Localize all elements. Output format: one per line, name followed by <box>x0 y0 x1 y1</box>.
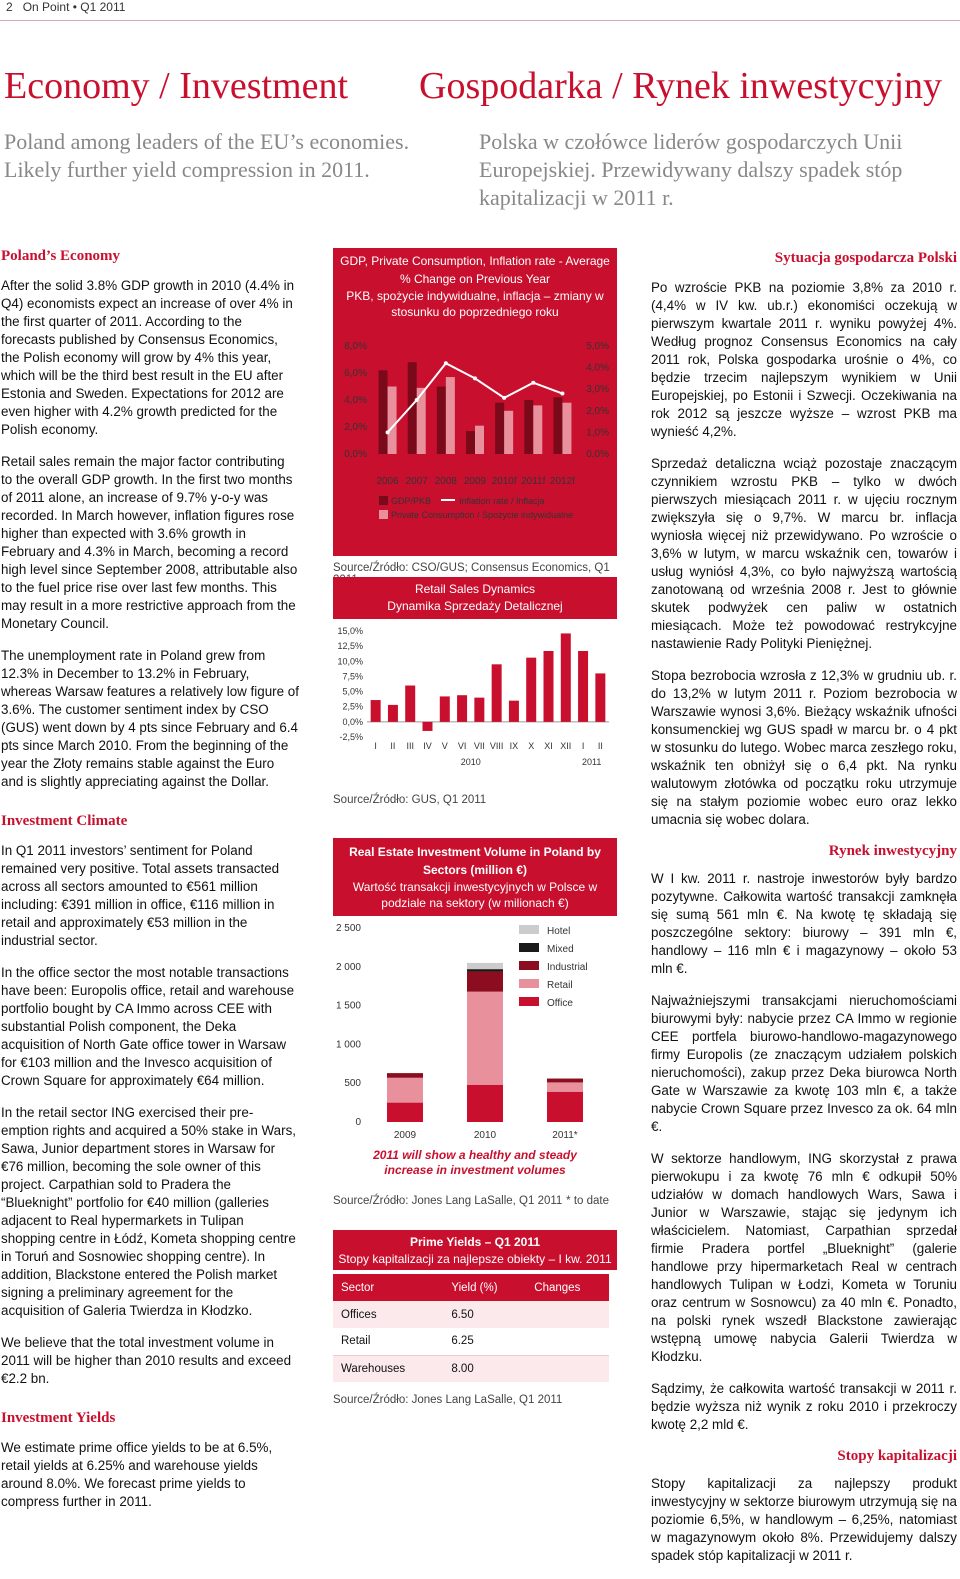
x-axis-tick: 2007 <box>405 476 428 487</box>
y-axis-right-tick: 2,0% <box>586 405 609 417</box>
legend-swatch-consumption <box>379 510 388 519</box>
x-axis-tick: VII <box>473 741 485 751</box>
cell-change <box>526 1301 609 1328</box>
cell-yield: 8.00 <box>443 1355 526 1382</box>
x-axis-tick: XI <box>544 741 553 751</box>
group-label: 2011 <box>582 757 602 767</box>
y-axis-tick: 2 500 <box>335 923 361 934</box>
paragraph: Retail sales remain the major factor contributing to the overall GDP growth. In the first two months of 2011 alone, an increase of 9.7% y-o-y was recorded. In March however, inflation figures rose higher than expected with 3.6% growth in February and 4.3% in March, becoming a record high level since September 2008, attributable also to the fuel price rise over last few months. This may result in a more restrictive approach from the Monetary Council. <box>1 454 298 631</box>
consumption-bar <box>388 387 397 455</box>
chart-subtitle: Wartość transakcji inwestycyjnych w Polsce w podziale na sektory (w milionach €) <box>352 880 598 910</box>
retail-bar <box>388 705 398 722</box>
y-axis-left-tick: 0,0% <box>344 449 367 460</box>
subtitle-pl-line: kapitalizacji w 2011 r. <box>479 185 674 210</box>
column-header: Yield (%) <box>443 1274 526 1301</box>
retail-bar <box>474 698 484 722</box>
y-axis-tick: 15,0% <box>337 626 363 636</box>
retail-bar <box>423 722 433 731</box>
gdp-bar <box>379 370 388 454</box>
stacked-bar-segment <box>547 1092 583 1122</box>
retail-bar <box>440 696 450 721</box>
stacked-bar-segment <box>547 1082 583 1091</box>
legend-label: Retail <box>547 980 573 991</box>
y-axis-right-tick: 4,0% <box>586 362 609 374</box>
legend-label: Office <box>547 998 573 1009</box>
y-axis-tick: 12,5% <box>337 641 363 652</box>
chart-source: Source/Źródło: Jones Lang LaSalle, Q1 2011 <box>333 1195 563 1207</box>
left-column <box>1 248 299 1525</box>
y-axis-right-tick: 5,0% <box>586 341 609 352</box>
section-heading: Rynek inwestycyjny <box>828 843 957 859</box>
x-axis-tick: II <box>597 741 603 751</box>
title-pl: Gospodarka / Rynek inwestycyjny <box>419 65 943 107</box>
consumption-bar <box>475 426 484 454</box>
x-axis-tick: 2009 <box>463 476 487 487</box>
cell-yield: 6.50 <box>443 1301 526 1328</box>
subtitle-pl-line: Polska w czołówce liderów gospodarczych Unii <box>479 129 903 154</box>
stacked-bar-segment <box>387 1073 423 1078</box>
table-row <box>333 1355 609 1382</box>
inflation-point <box>415 398 419 402</box>
retail-chart <box>333 619 617 791</box>
legend-swatch <box>519 979 539 988</box>
paragraph: Sądzimy, że całkowita wartość transakcji w 2011 r. będzie wyższa niż wynik z roku 2010 i przekroczy kwotę 2,2 mld €. <box>651 1381 957 1432</box>
paragraph: Po wzroście PKB na poziomie 3,8% za 2010 r. (4,4% w IV kw. ub.r.) ekonomiści oczekują w pierwszym kwartale 2011 r. wyniku powyżej 4%. Według prognoz Consensus Economics na cały 2011 rok, Polska gospodarka urośnie o 4%, co będzie trzecim najlepszym wynikiem w Unii Europejskiej, po Estonii i Szwecji. Oczekiwania na rok 2012 są jeszcze wyższe – wzrost PKB ma wynieść 4,2%. <box>651 280 957 439</box>
legend-label-gdp: GDP/PKB <box>391 496 432 506</box>
cell-change <box>526 1328 609 1355</box>
chart-title: GDP, Private Consumption, Inflation rate - Average % Change on Previous Year <box>340 254 610 286</box>
x-axis-tick: XII <box>560 741 572 751</box>
x-axis-tick: X <box>528 741 535 751</box>
table-subtitle: Stopy kapitalizacji za najlepsze obiekty – I kw. 2011 <box>338 1252 612 1266</box>
subtitle-en-line: Poland among leaders of the EU’s economies. <box>4 129 410 154</box>
chart-source-row <box>333 1195 617 1207</box>
consumption-bar <box>533 405 542 454</box>
retail-bar <box>526 658 536 722</box>
chart-title: Real Estate Investment Volume in Poland by Sectors (million €) <box>349 845 601 877</box>
gdp-bar <box>437 387 446 455</box>
y-axis-tick: 2 000 <box>335 961 361 973</box>
stacked-bar-segment <box>467 969 503 971</box>
paragraph: The unemployment rate in Poland grew from 12.3% in December to 13.2% in February, whereas Warsaw features a relatively low figure of 3.6%. The customer sentiment index by CSO (GUS) went down by 4 pts since February and 6.4 pts since March 2010. From the beginning of the year the Złoty remains stable against the Euro and is slightly appreciating against the Dollar. <box>1 648 299 789</box>
gdp-bar <box>524 400 533 454</box>
paragraph: Stopy kapitalizacji za najlepszy produkt inwestycyjny w sektorze biurowym utrzymują się na poziomie 6,5%, w handlowym – 6,25%, natomiast w magazynowym około 8%. Przewidujemy dalszy spadek stóp kapitalizacji w 2011 r. <box>651 1476 957 1563</box>
inflation-point <box>473 376 477 380</box>
retail-chart-panel <box>333 577 617 806</box>
chart-title: Retail Sales Dynamics <box>414 582 536 596</box>
subtitle-pl <box>479 128 957 212</box>
legend-swatch-gdp <box>379 496 388 505</box>
section-heading: Poland’s Economy <box>1 248 121 264</box>
paragraph: W I kw. 2011 r. nastroje inwestorów były bardzo pozytywne. Całkowita wartość transakcji zamknęła się sumą 561 mln €. Na kwotę tę składają się poszczególne sektory: biurowy – 391 mln €, handlowy – 116 mln € i magazynowy – około 53 mln €. <box>651 871 957 976</box>
legend-swatch <box>519 943 539 952</box>
legend-label: Industrial <box>547 962 588 973</box>
section-heading: Sytuacja gospodarcza Polski <box>774 250 957 266</box>
retail-bar <box>561 633 571 721</box>
paragraph: W sektorze handlowym, ING skorzystał z prawa pierwokupu i za kwotę 76 mln € odkupił 50% udziałów w domach handlowych Wars, Sawa i Junior w Warszawie, stając się jedynym ich właścicielem. Natomiast, Carpathian sprzedał firmie Pradera portfel „Blueknight” (galerie handlowe przy hipermarketach Real w centrach handlowych Tulipan w Łodzi, Kometa w Toruniu oraz centrum w Sosnowcu) za 40 mln €. Ponadto, na polski rynek wszedł Blackstone zawierając wstępną umowę nabycia Galerii Twierdza w Kłodzku. <box>651 1151 957 1364</box>
x-axis-tick: I <box>374 741 377 751</box>
stacked-bar-segment <box>467 1085 503 1122</box>
x-axis-tick: 2012f <box>549 476 575 487</box>
inflation-point <box>444 361 448 365</box>
stacked-bar-segment <box>387 1103 423 1122</box>
legend-swatch <box>519 961 539 970</box>
retail-bar <box>578 651 588 722</box>
x-axis-tick: 2011f <box>521 476 546 487</box>
y-axis-right-tick: 3,0% <box>586 384 609 396</box>
y-axis-left-tick: 2,0% <box>344 422 367 433</box>
section-heading: Investment Climate <box>1 813 128 829</box>
chart-header <box>333 838 617 916</box>
y-axis-right-tick: 0,0% <box>586 449 609 460</box>
prime-yields-table <box>333 1274 609 1382</box>
y-axis-tick: 2,5% <box>342 701 363 712</box>
chart-body <box>333 619 617 791</box>
consumption-bar <box>504 411 513 454</box>
stacked-bar-segment <box>547 1079 583 1083</box>
y-axis-tick: 7,5% <box>342 671 363 682</box>
paragraph: Stopa bezrobocia wzrosła z 12,3% w grudniu ub. r. do 13,2% w lutym 2011 r. Poziom bezrobocia w Warszawie wynosi 3,6%. Bieżący wskaźnik ufności konsumenckiej wg GUS spadł w marcu br. o 4 pkt w stosunku do lutego. Wobec marca zeszłego roku, wskaźnik ten obniżył się o 6,4 pkt. Na rynku walutowym złotówka od początku roku utrzymuje się na stałym poziomie wobec euro oraz lekko umacnia się wobec dolara. <box>651 668 957 827</box>
chart-footnote: * to date <box>566 1195 609 1207</box>
cell-sector: Retail <box>333 1328 443 1355</box>
x-axis-tick: IX <box>509 741 519 751</box>
x-axis-tick: I <box>581 741 585 751</box>
legend-swatch <box>519 925 539 934</box>
header-rule <box>0 20 960 21</box>
gdp-chart <box>333 326 617 556</box>
stacked-bar-segment <box>467 963 503 969</box>
legend-label: Mixed <box>547 944 574 955</box>
y-axis-tick: 10,0% <box>337 656 363 667</box>
y-axis-left-tick: 4,0% <box>344 395 367 406</box>
subtitle-pl-line: Europejskiej. Przewidywany dalszy spadek stóp <box>479 157 903 182</box>
page-header <box>6 0 125 14</box>
x-axis-tick: 2011* <box>552 1130 578 1141</box>
y-axis-left-tick: 8,0% <box>344 341 367 352</box>
page-number: 2 <box>6 0 13 14</box>
publication-name: On Point <box>22 0 70 14</box>
stacked-bar-segment <box>467 971 503 991</box>
cell-sector: Offices <box>333 1301 443 1328</box>
y-axis-tick: 0,0% <box>342 716 363 727</box>
y-axis-tick: 1 000 <box>335 1039 361 1051</box>
chart-note: 2011 will show a healthy and steady increase in investment volumes <box>333 1148 617 1178</box>
legend-label: Hotel <box>547 926 571 937</box>
cell-sector: Warehouses <box>333 1355 443 1382</box>
gdp-bar <box>495 403 504 454</box>
y-axis-tick: 500 <box>344 1078 361 1090</box>
retail-bar <box>595 673 605 721</box>
retail-bar <box>544 651 554 722</box>
table-row <box>333 1328 609 1355</box>
group-label: 2010 <box>460 757 481 767</box>
section-heading: Investment Yields <box>1 1410 116 1426</box>
table-source: Source/Źródło: Jones Lang LaSalle, Q1 2011 <box>333 1394 563 1406</box>
table-header <box>333 1230 617 1270</box>
table-title: Prime Yields – Q1 2011 <box>409 1235 541 1249</box>
subtitle-en-line: Likely further yield compression in 2011. <box>4 157 370 182</box>
paragraph: We believe that the total investment volume in 2011 will be higher than 2010 results and exceed €2.2 bn. <box>1 1335 292 1386</box>
inflation-point <box>531 381 535 385</box>
retail-bar <box>457 695 467 722</box>
x-axis-tick: IV <box>423 741 432 751</box>
subtitle-en <box>4 128 444 184</box>
gdp-bar <box>553 397 562 454</box>
investment-chart <box>333 916 617 1142</box>
paragraph: Sprzedaż detaliczna wciąż pozostaje znaczącym czynnikiem wzrostu PKB – tylko w dwóch pierwszych miesiącach 2011 r. w ujęciu rocznym zwiększyła się o 9,7%. W marcu br. inflacja wyniosła więcej niż przewidywano. Po wzroście o 3,6% w lutym, w marcu wskaźnik cen, towarów i usług wyniósł 4,3%, co było najwyższą wartością zanotowaną od września 2008 r. Jest to głównie skutek podwyżek cen paliw w ostatnich miesiącach. Może też powodować restrykcyjne nastawienie Rady Polityki Pieniężnej. <box>651 456 957 651</box>
retail-bar <box>405 686 415 722</box>
title-en: Economy / Investment <box>4 65 349 107</box>
paragraph: In the retail sector ING exercised their pre-emption rights and acquired a 50% stake in Wars, Sawa, Junior department stores in Warsaw for €76 million, becoming the sole owner of this project. Carpathian sold to Pradera the “Blueknight” portfolio for €40 million (galleries adjacent to Real hypermarkets in Tulipan shopping centre in Łódź, Kometa shopping centre in Toruń and Sosnowiec shopping centre). In addition, Blackstone entered the Polish market signing a preliminary agreement for the acquisition of Galeria Twierdza in Kłodzko. <box>1 1105 296 1318</box>
inflation-point <box>560 392 564 396</box>
column-header: Changes <box>526 1274 609 1301</box>
x-axis-tick: VIII <box>489 741 504 751</box>
retail-bar <box>509 701 519 722</box>
x-axis-tick: II <box>390 741 396 751</box>
chart-source: Source/Źródło: GUS, Q1 2011 <box>333 794 487 806</box>
chart-subtitle: PKB, spożycie indywidualne, inflacja – zmiany w stosunku do poprzedniego roku <box>346 289 604 319</box>
chart-body <box>333 916 617 1142</box>
y-axis-tick: 5,0% <box>342 686 363 697</box>
section-heading: Stopy kapitalizacji <box>837 1448 957 1464</box>
x-axis-tick: 2010 <box>473 1130 497 1141</box>
y-axis-tick: 0 <box>355 1117 361 1128</box>
retail-bar <box>492 664 502 722</box>
legend-label-consumption: Private Consumption / Spożycie indywidualne <box>391 510 574 520</box>
cell-yield: 6.25 <box>443 1328 526 1355</box>
investment-chart-panel <box>333 838 617 1210</box>
x-axis-tick: 2008 <box>434 476 457 487</box>
x-axis-tick: V <box>441 741 448 751</box>
paragraph: After the solid 3.8% GDP growth in 2010 (4.4% in Q4) economists expect an increase of over 4% in the first quarter of 2011. According to the forecasts published by Consensus Economics, the Polish economy will grow by 4% this year, which will be the third best result in the EU after Estonia and Sweden. Expectations for 2012 are even higher with 4.2% growth predicted for the Polish economy. <box>1 278 295 437</box>
gdp-bar <box>466 431 475 454</box>
table-row <box>333 1301 609 1328</box>
y-axis-tick: -2,5% <box>339 732 363 742</box>
chart-source: Source/Źródło: CSO/GUS; Consensus Economics, Q1 <box>333 562 610 574</box>
column-header: Sector <box>333 1274 443 1301</box>
legend-swatch <box>519 997 539 1006</box>
paragraph: In Q1 2011 investors’ sentiment for Poland remained very positive. Total assets transacted across all sectors amounted to €561 million including: €391 million in office, €116 million in retail and approximately €53 million in the industrial sector. <box>1 843 280 948</box>
paragraph: We estimate prime office yields to be at 6.5%, retail yields at 6.25% and warehouse yields around 8.0%. We forecast prime yields to compress further in 2011. <box>1 1440 273 1509</box>
issue-label: • Q1 2011 <box>72 0 126 14</box>
chart-body <box>333 326 617 556</box>
x-axis-tick: 2009 <box>393 1130 417 1141</box>
inflation-point <box>386 430 390 434</box>
x-axis-tick: 2006 <box>376 476 399 487</box>
x-axis-tick: III <box>406 741 414 751</box>
x-axis-tick: VI <box>457 741 467 751</box>
gdp-chart-panel <box>333 248 617 574</box>
right-column <box>651 250 957 1579</box>
retail-bar <box>371 700 381 722</box>
paragraph: In the office sector the most notable transactions have been: Europolis office, retail and warehouse portfolio bought by CA Immo across CEE with substantial Polish component, the Deka acquisition of North Gate office tower in Warsaw for €103 million and the Invesco acquisition of Crown Square for approximately €64 million. <box>1 965 295 1088</box>
stacked-bar-segment <box>467 992 503 1085</box>
chart-header <box>333 248 617 326</box>
consumption-bar <box>562 403 571 454</box>
y-axis-left-tick: 6,0% <box>344 368 367 379</box>
paragraph: Najważniejszymi transakcjami nieruchomościami biurowymi były: nabycie przez CA Immo w regionie CEE portfela biurowo-handlowo-magazynowego firmy Europolis (ze znaczącym udziałem polskich nieruchomości), zakup przez Deka biurowca North Gate w Warszawie za kwotę 103 mln €, a także nabycie Crown Square przez Invesco za ok. 64 mln €. <box>651 993 957 1134</box>
y-axis-tick: 1 500 <box>335 1000 361 1012</box>
chart-subtitle: Dynamika Sprzedaży Detalicznej <box>387 599 563 613</box>
legend-label-inflation: Inflation rate / Inflacja <box>459 496 545 506</box>
x-axis-tick: 2010f <box>491 476 517 487</box>
consumption-bar <box>446 377 455 454</box>
stacked-bar-segment <box>387 1078 423 1103</box>
inflation-point <box>502 396 506 400</box>
chart-header <box>333 577 617 619</box>
y-axis-right-tick: 1,0% <box>586 427 609 439</box>
cell-change <box>526 1355 609 1382</box>
prime-yields-panel <box>333 1230 617 1406</box>
